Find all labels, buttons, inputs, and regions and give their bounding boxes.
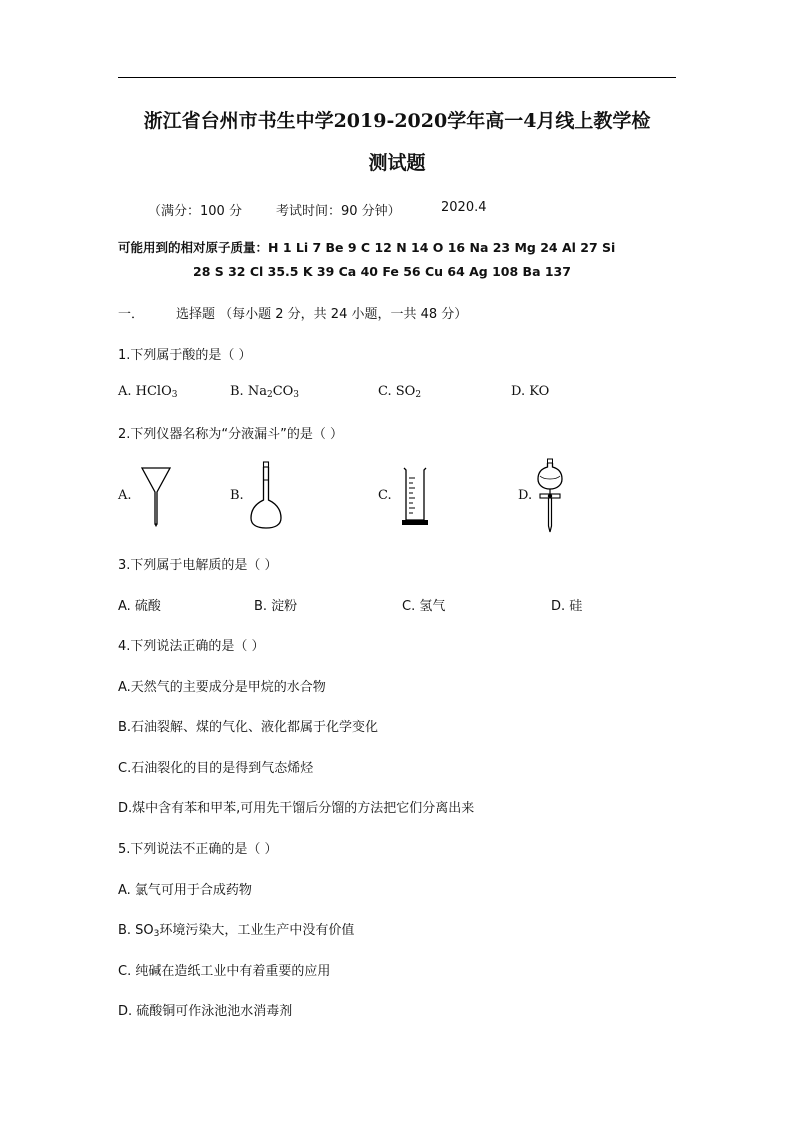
question-3-option-d: D. 硅 <box>551 599 583 614</box>
question-5-option-d: D. 硫酸铜可作泳池池水消毒剂 <box>118 1004 293 1019</box>
volumetric-flask-icon <box>249 460 283 530</box>
section-heading: 选择题 （每小题 2 分，共 24 小题，一共 48 分） <box>176 307 468 322</box>
page-title-line1: 浙江省台州市书生中学2019-2020学年高一4月线上教学检 <box>143 110 651 132</box>
question-1-option-c: C. $SO_2$ <box>378 384 422 400</box>
full-score: （满分：100 分 <box>148 204 242 219</box>
header-rule <box>118 77 676 78</box>
question-4-option-b: B.石油裂解、煤的气化、液化都属于化学变化 <box>118 720 379 735</box>
question-1-stem: 1.下列属于酸的是（ ） <box>118 348 252 363</box>
question-2-option-a: A. <box>118 488 132 503</box>
exam-date: 2020.4 <box>441 200 487 215</box>
question-5-option-c: C. 纯碱在造纸工业中有着重要的应用 <box>118 964 331 979</box>
question-5-option-b: B. $SO_3$环境污染大，工业生产中没有价值 <box>118 923 355 939</box>
question-4-option-c: C.石油裂化的目的是得到气态烯烃 <box>118 761 314 776</box>
section-number: 一． <box>118 307 145 322</box>
question-1-option-a: A. HClO$_3$ <box>118 384 178 400</box>
funnel-icon <box>140 466 172 528</box>
question-3-stem: 3.下列属于电解质的是（ ） <box>118 558 278 573</box>
question-3-option-a: A. 硫酸 <box>118 599 161 614</box>
question-2-option-c: C. <box>378 488 392 503</box>
question-1-option-b: B. $Na_2CO_3$ <box>230 384 300 400</box>
question-2-stem: 2.下列仪器名称为“分液漏斗”的是（ ） <box>118 427 344 442</box>
question-3-option-b: B. 淀粉 <box>254 599 298 614</box>
atomic-mass-line1: 可能用到的相对原子质量：H 1 Li 7 Be 9 C 12 N 14 O 16 Na 23 Mg 24 Al 27 Si <box>118 240 616 255</box>
question-3-option-c: C. 氢气 <box>402 599 446 614</box>
atomic-mass-line2: 28 S 32 Cl 35.5 K 39 Ca 40 Fe 56 Cu 64 Ag 108 Ba 137 <box>193 264 571 279</box>
question-2-option-b: B. <box>230 488 244 503</box>
separatory-funnel-icon <box>536 458 564 534</box>
graduated-cylinder-icon <box>400 466 430 528</box>
question-4-option-d: D.煤中含有苯和甲苯,可用先干馏后分馏的方法把它们分离出来 <box>118 801 475 816</box>
question-1-option-d: D. KO <box>511 384 550 399</box>
question-4-stem: 4.下列说法正确的是（ ） <box>118 639 265 654</box>
page-title-line2: 测试题 <box>368 152 426 174</box>
question-5-stem: 5.下列说法不正确的是（ ） <box>118 842 278 857</box>
exam-time: 考试时间：90 分钟） <box>276 204 401 219</box>
question-5-option-a: A. 氯气可用于合成药物 <box>118 883 252 898</box>
question-2-option-d: D. <box>518 488 533 503</box>
question-4-option-a: A.天然气的主要成分是甲烷的水合物 <box>118 680 326 695</box>
